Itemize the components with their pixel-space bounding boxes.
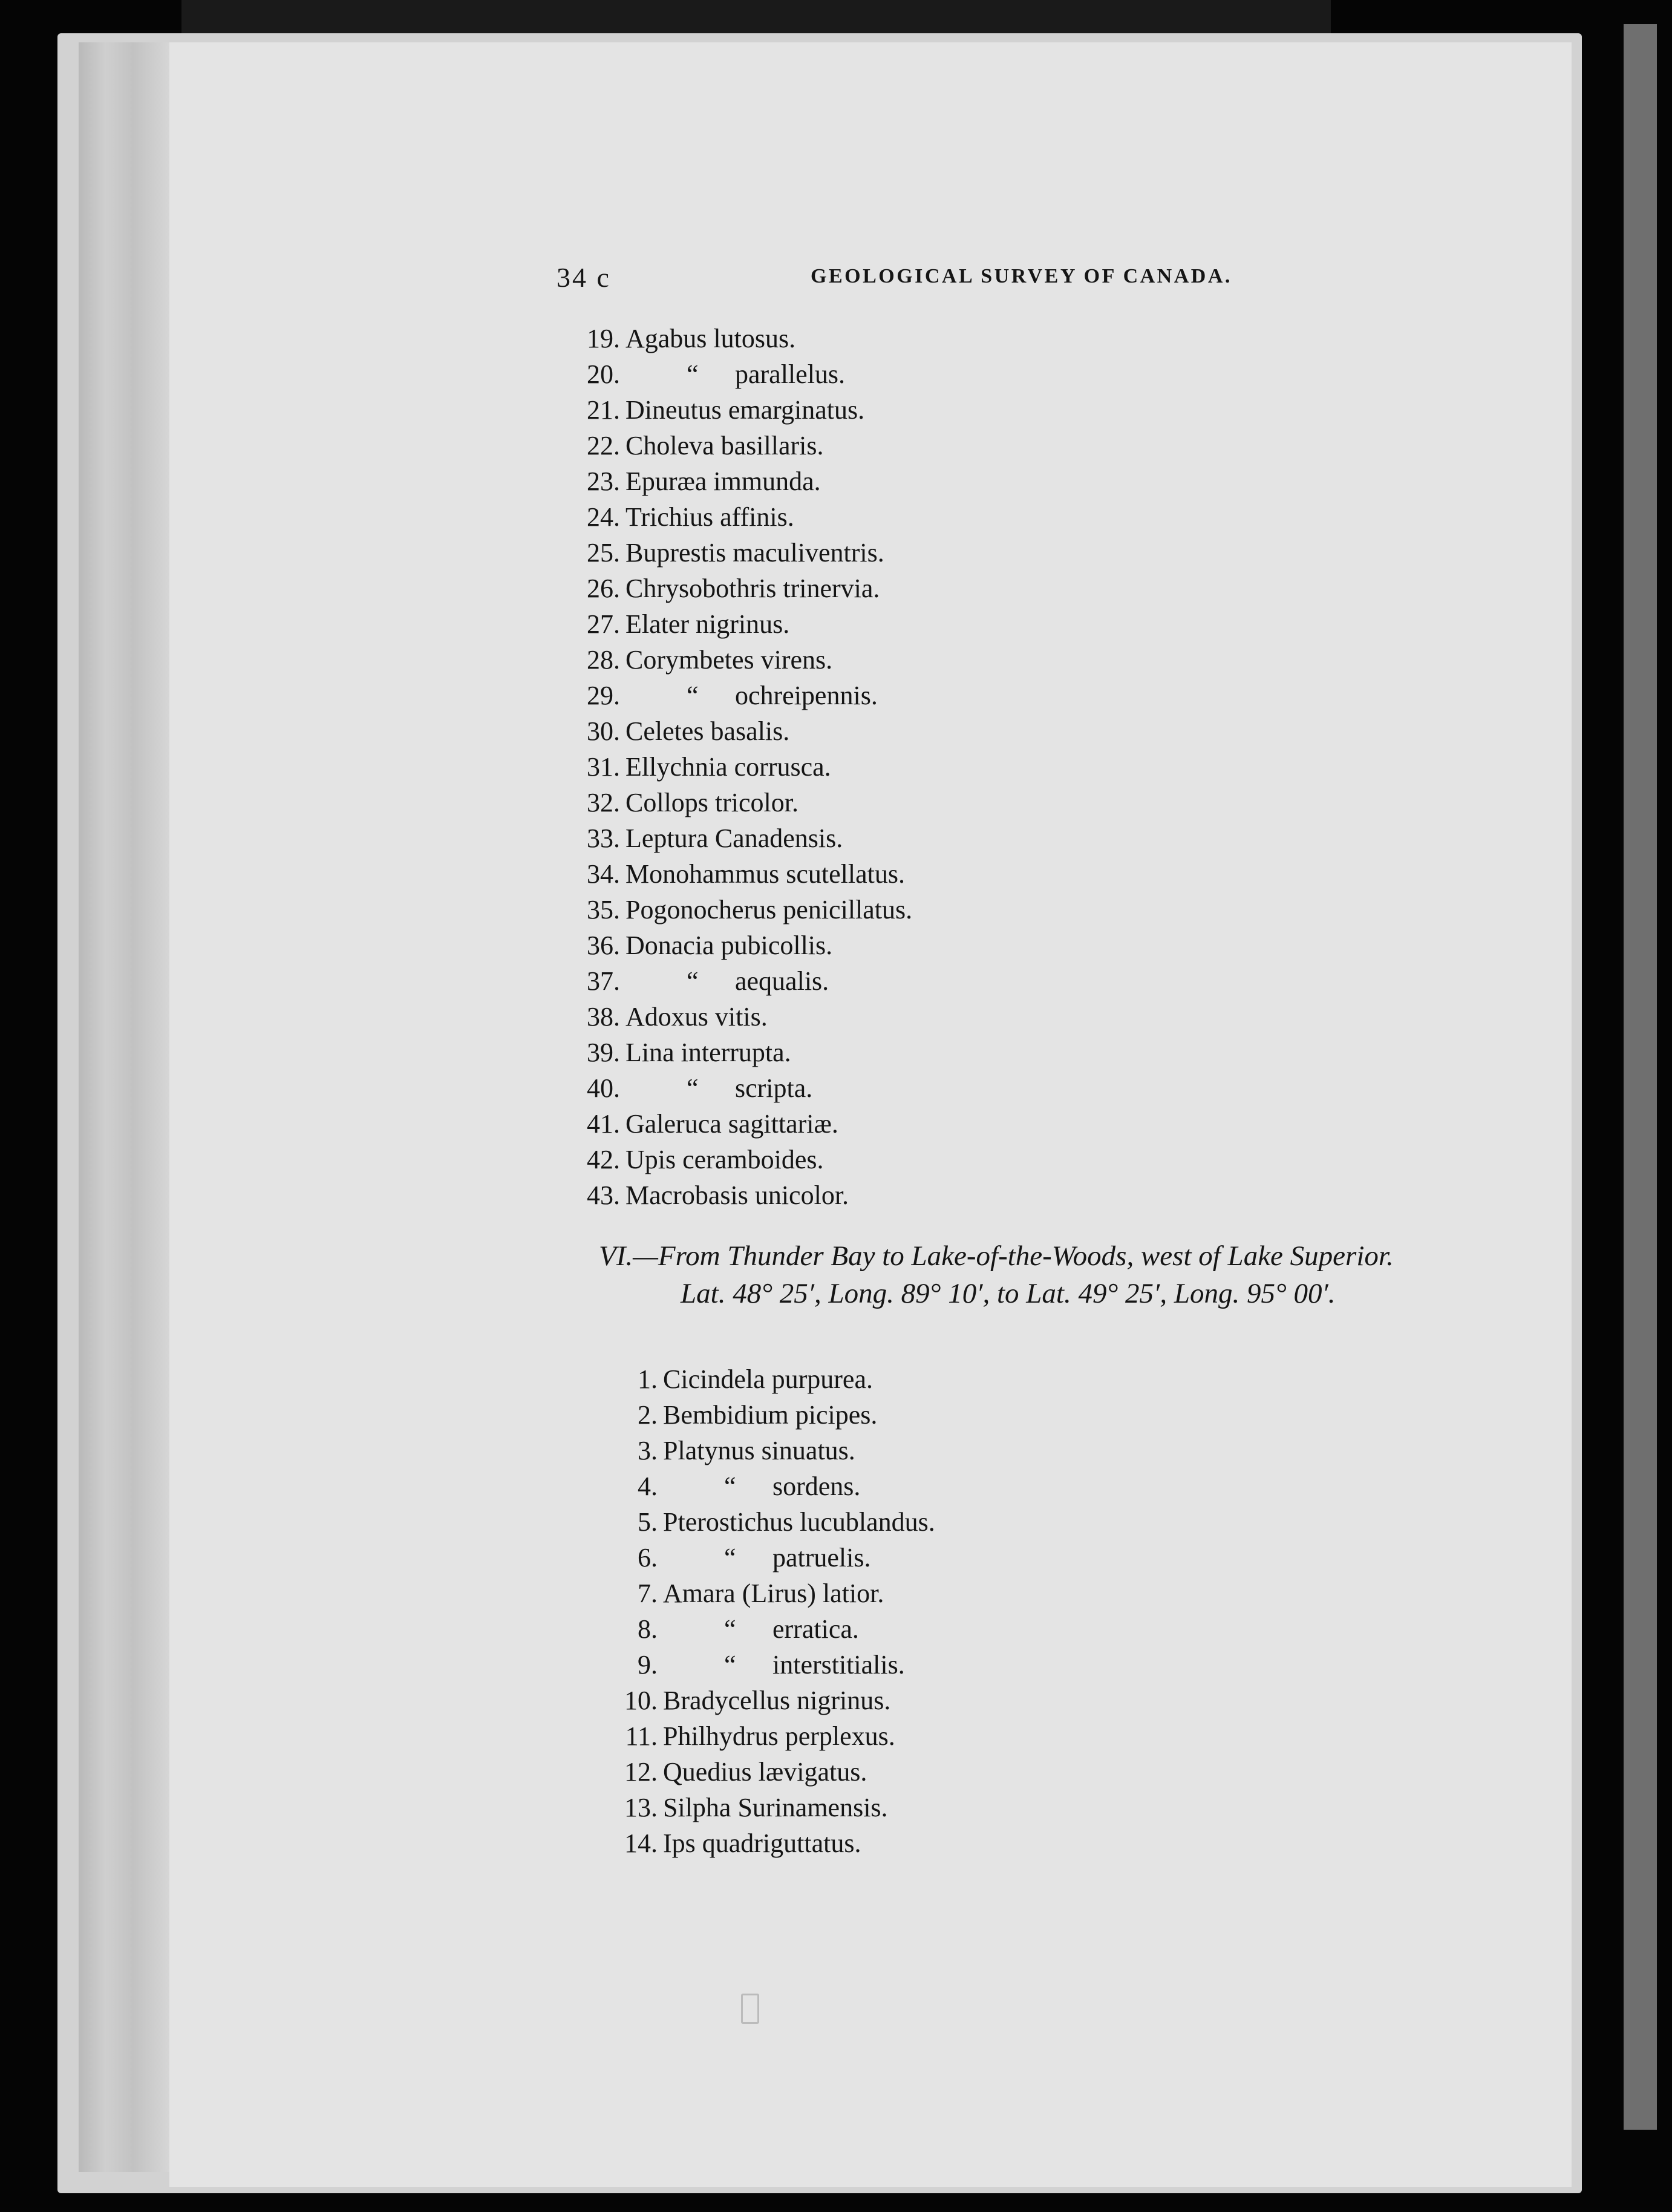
ditto-mark: “ — [724, 1471, 736, 1501]
species-name: Cicindela purpurea. — [663, 1364, 873, 1394]
item-number: 42. — [587, 1145, 620, 1174]
list-item — [563, 1177, 1107, 1213]
species-name: Macrobasis unicolor. — [625, 1180, 849, 1210]
species-name: Galeruca sagittariæ. — [625, 1109, 838, 1139]
item-number: 6. — [638, 1543, 658, 1572]
item-number: 19. — [587, 324, 620, 353]
ditto-mark: “ — [724, 1614, 736, 1644]
section-heading-title: VI.—From Thunder Bay to Lake-of-the-Woods, west of Lake Superior. — [599, 1240, 1394, 1272]
paper-blemish — [741, 1994, 759, 2024]
list-item — [563, 571, 1107, 606]
ditto-mark: “ — [687, 359, 699, 389]
list-item — [600, 1647, 1145, 1683]
item-number: 37. — [587, 966, 620, 996]
species-name: Trichius affinis. — [625, 502, 794, 532]
item-number: 35. — [587, 895, 620, 924]
item-number: 28. — [587, 645, 620, 675]
species-name: Bradycellus nigrinus. — [663, 1686, 891, 1715]
ditto-mark: “ — [724, 1543, 736, 1572]
item-number: 8. — [638, 1614, 658, 1644]
species-name: Ips quadriguttatus. — [663, 1828, 861, 1858]
item-number: 27. — [587, 609, 620, 639]
item-number: 43. — [587, 1180, 620, 1210]
item-number: 14. — [624, 1828, 658, 1858]
species-name: Collops tricolor. — [625, 788, 798, 817]
list-item — [600, 1718, 1145, 1754]
species-name: Pterostichus lucublandus. — [663, 1507, 935, 1537]
list-item — [563, 1142, 1107, 1177]
list-item — [563, 1070, 1107, 1106]
list-item — [563, 856, 1107, 892]
item-number: 29. — [587, 681, 620, 710]
item-number: 7. — [638, 1579, 658, 1608]
species-name: Amara (Lirus) latior. — [663, 1579, 884, 1608]
species-name: Philhydrus perplexus. — [663, 1721, 895, 1751]
item-number: 38. — [587, 1002, 620, 1032]
page-number: 34 c — [557, 262, 611, 293]
item-number: 31. — [587, 752, 620, 782]
list-item — [600, 1754, 1145, 1790]
species-name: Ellychnia corrusca. — [625, 752, 831, 782]
page-edges — [79, 42, 169, 2172]
species-epithet: ochreipennis. — [735, 681, 878, 710]
binding-edge — [1624, 24, 1657, 2130]
item-number: 39. — [587, 1038, 620, 1067]
ditto-mark: “ — [687, 1073, 699, 1103]
species-list-section-vi — [600, 1361, 1145, 1861]
species-name: Monohammus scutellatus. — [625, 859, 905, 889]
item-number: 24. — [587, 502, 620, 532]
species-name: Adoxus vitis. — [625, 1002, 768, 1032]
list-item — [563, 785, 1107, 820]
item-number: 40. — [587, 1073, 620, 1103]
list-item — [563, 392, 1107, 428]
ditto-mark: “ — [724, 1650, 736, 1680]
list-item — [563, 678, 1107, 713]
item-number: 10. — [624, 1686, 658, 1715]
list-item — [600, 1468, 1145, 1504]
item-number: 12. — [624, 1757, 658, 1787]
species-name: Platynus sinuatus. — [663, 1436, 855, 1465]
species-name: Upis ceramboides. — [625, 1145, 824, 1174]
species-epithet: parallelus. — [735, 359, 846, 389]
species-name: Quedius lævigatus. — [663, 1757, 867, 1787]
species-list-section-v — [563, 321, 1107, 1213]
species-name: Pogonocherus penicillatus. — [625, 895, 913, 924]
list-item — [563, 321, 1107, 356]
item-number: 13. — [624, 1793, 658, 1822]
species-epithet: aequalis. — [735, 966, 829, 996]
list-item — [563, 928, 1107, 963]
list-item — [600, 1361, 1145, 1397]
ditto-mark: “ — [687, 966, 699, 996]
item-number: 26. — [587, 574, 620, 603]
item-number: 2. — [638, 1400, 658, 1430]
species-name: Silpha Surinamensis. — [663, 1793, 888, 1822]
list-item — [563, 1106, 1107, 1142]
species-name: Celetes basalis. — [625, 716, 790, 746]
species-name: Bembidium picipes. — [663, 1400, 878, 1430]
list-item — [563, 820, 1107, 856]
ditto-mark: “ — [687, 681, 699, 710]
list-item — [563, 606, 1107, 642]
list-item — [563, 1035, 1107, 1070]
item-number: 4. — [638, 1471, 658, 1501]
list-item — [563, 535, 1107, 571]
species-name: Leptura Canadensis. — [625, 823, 843, 853]
species-name: Buprestis maculiventris. — [625, 538, 884, 568]
section-heading-coordinates: Lat. 48° 25′, Long. 89° 10′, to Lat. 49° 25′, Long. 95° 00′. — [681, 1278, 1336, 1309]
item-number: 25. — [587, 538, 620, 568]
item-number: 33. — [587, 823, 620, 853]
item-number: 22. — [587, 431, 620, 460]
list-item — [563, 963, 1107, 999]
species-epithet: sordens. — [772, 1471, 861, 1501]
list-item — [600, 1433, 1145, 1468]
species-epithet: patruelis. — [772, 1543, 871, 1572]
species-name: Corymbetes virens. — [625, 645, 833, 675]
item-number: 5. — [638, 1507, 658, 1537]
list-item — [563, 642, 1107, 678]
list-item — [600, 1540, 1145, 1576]
item-number: 36. — [587, 931, 620, 960]
list-item — [563, 499, 1107, 535]
list-item — [563, 999, 1107, 1035]
binder-top — [181, 0, 1331, 36]
list-item — [563, 463, 1107, 499]
species-epithet: erratica. — [772, 1614, 859, 1644]
list-item — [600, 1825, 1145, 1861]
item-number: 1. — [638, 1364, 658, 1394]
item-number: 30. — [587, 716, 620, 746]
species-name: Donacia pubicollis. — [625, 931, 833, 960]
list-item — [600, 1790, 1145, 1825]
section-heading — [599, 1237, 1543, 1312]
item-number: 21. — [587, 395, 620, 425]
list-item — [563, 892, 1107, 928]
species-name: Elater nigrinus. — [625, 609, 790, 639]
list-item — [600, 1504, 1145, 1540]
item-number: 3. — [638, 1436, 658, 1465]
book-page — [169, 42, 1572, 2187]
item-number: 9. — [638, 1650, 658, 1680]
species-name: Epuræa immunda. — [625, 466, 821, 496]
species-epithet: scripta. — [735, 1073, 813, 1103]
species-name: Lina interrupta. — [625, 1038, 791, 1067]
running-title: GEOLOGICAL SURVEY OF CANADA. — [811, 265, 1232, 287]
species-epithet: interstitialis. — [772, 1650, 905, 1680]
species-name: Choleva basillaris. — [625, 431, 824, 460]
item-number: 34. — [587, 859, 620, 889]
item-number: 32. — [587, 788, 620, 817]
item-number: 23. — [587, 466, 620, 496]
item-number: 20. — [587, 359, 620, 389]
page-header — [169, 261, 1572, 304]
list-item — [600, 1397, 1145, 1433]
list-item — [563, 713, 1107, 749]
list-item — [600, 1683, 1145, 1718]
species-name: Agabus lutosus. — [625, 324, 796, 353]
species-name: Dineutus emarginatus. — [625, 395, 865, 425]
item-number: 41. — [587, 1109, 620, 1139]
list-item — [563, 428, 1107, 463]
list-item — [600, 1611, 1145, 1647]
list-item — [563, 749, 1107, 785]
list-item — [563, 356, 1107, 392]
species-name: Chrysobothris trinervia. — [625, 574, 880, 603]
item-number: 11. — [625, 1721, 658, 1751]
list-item — [600, 1576, 1145, 1611]
